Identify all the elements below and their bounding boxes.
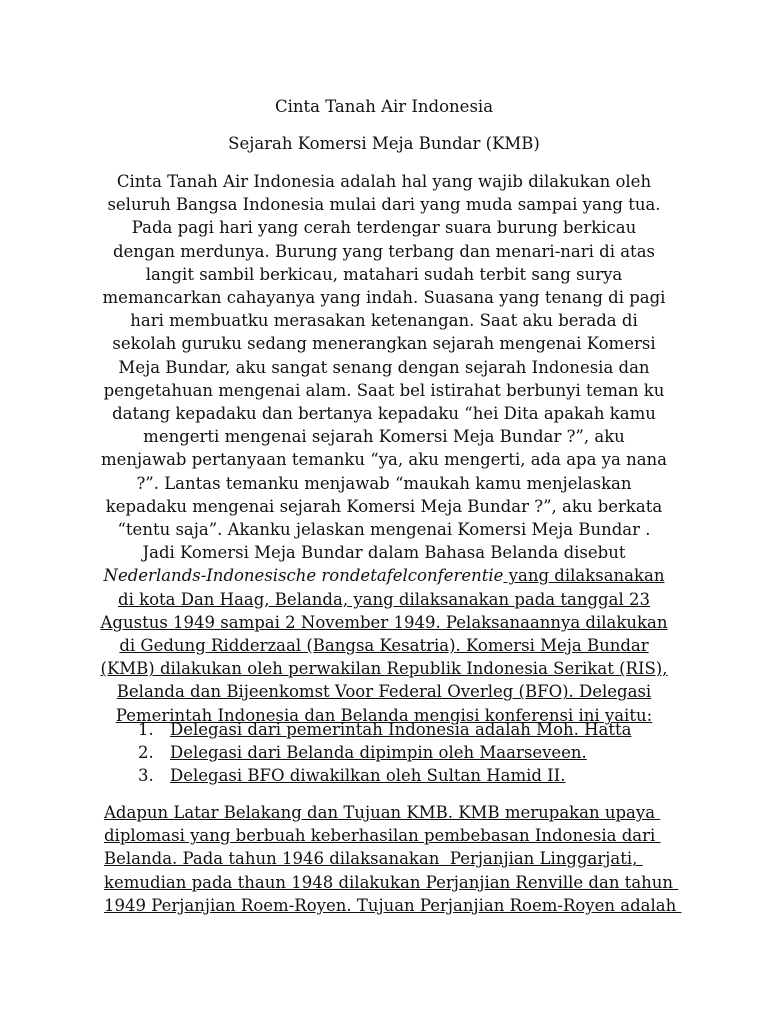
closing-paragraph: [104, 801, 682, 917]
paragraph-plain-text: Cinta Tanah Air Indonesia adalah hal yang wajib dilakukan oleh seluruh Bangsa Indonesia mulai dari yang muda sampai yang tua. Pada pagi hari yang cerah terdengar suara burung berkicau dengan merdunya. Burung yang terbang dan menari-nari di atas langit sambil berkicau, matahari sudah terbit sang surya memancarkan cahayanya yang indah. Suasana yang tenang di pagi hari membuatku merasakan ketenangan. Saat aku berada di sekolah guruku sedang menerangkan sejarah mengenai Komersi Meja Bundar, aku sangat senang dengan sejarah Indonesia dan pengetahuan mengenai alam. Saat bel istirahat berbunyi teman ku datang kepadaku dan bertanya kepadaku “hei Dita apakah kamu mengerti mengenai sejarah Komersi Meja Bundar ?”, aku menjawab pertanyaan temanku “ya, aku mengerti, ada apa ya nana ?”. Lantas temanku menjawab “maukah kamu menjelaskan kepadaku mengenai sejarah Komersi Meja Bundar ?”, aku berkata “tentu saja”. Akanku jelaskan mengenai Komersi Meja Bundar . Jadi Komersi Meja Bundar dalam Bahasa Belanda disebut: [100, 172, 668, 563]
paragraph-italic-term: Nederlands-Indonesische rondetafelconferentie: [103, 566, 504, 586]
delegation-list: [104, 718, 664, 788]
closing-line: Adapun Latar Belakang dan Tujuan KMB. KMB merupakan upaya: [104, 803, 661, 822]
paragraph-underlined-text: yang dilaksanakan di kota Dan Haag, Belanda, yang dilaksanakan pada tanggal 23 Agustus 1949 sampai 2 November 1949. Pelaksanaannya dilakukan di Gedung Ridderzaal (Bangsa Kesatria). Komersi Meja Bundar (KMB) dilakukan oleh perwakilan Republik Indonesia Serikat (RIS), Belanda dan Bijeenkomst Voor Federal Overleg (BFO). Delegasi Pemerintah Indonesia dan Belanda mengisi konferensi ini yaitu:: [100, 566, 668, 725]
list-number: 3.: [138, 766, 154, 786]
list-text: Delegasi dari pemerintah Indonesia adalah Moh. Hatta: [170, 720, 632, 739]
list-item: [104, 764, 664, 787]
closing-line: 1949 Perjanjian Roem-Royen. Tujuan Perjanjian Roem-Royen adalah: [104, 895, 682, 915]
closing-line: kemudian pada thaun 1948 dilakukan Perjanjian Renville dan tahun: [104, 872, 679, 892]
document-title: Cinta Tanah Air Indonesia: [274, 97, 494, 116]
list-text: Delegasi BFO diwakilkan oleh Sultan Hamid II.: [170, 766, 566, 786]
document-subtitle: Sejarah Komersi Meja Bundar (KMB): [228, 134, 540, 153]
list-text: Delegasi dari Belanda dipimpin oleh Maarseveen.: [170, 743, 587, 763]
main-paragraph: [100, 170, 668, 727]
list-number: 2.: [138, 743, 154, 763]
list-item: [104, 741, 664, 764]
list-item: [104, 718, 664, 741]
list-number: 1.: [138, 720, 154, 739]
closing-line: Belanda. Pada tahun 1946 dilaksanakan Perjanjian Linggarjati,: [104, 849, 643, 869]
closing-line: diplomasi yang berbuah keberhasilan pembebasan Indonesia dari: [104, 826, 661, 846]
